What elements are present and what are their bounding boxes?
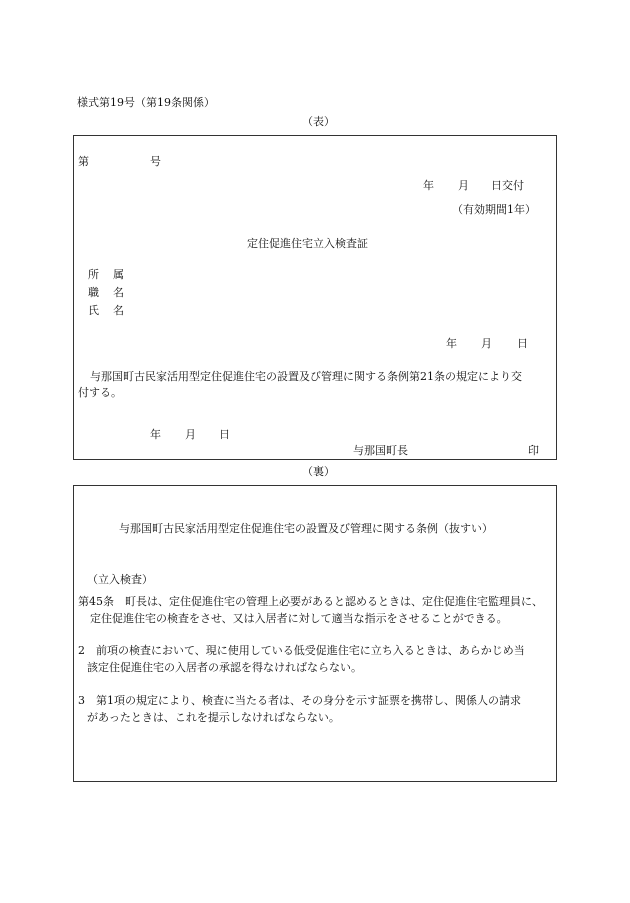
ordinance-title: 与那国町古民家活用型定住促進住宅の設置及び管理に関する条例（抜すい） [119, 522, 493, 535]
seal-mark: 印 [528, 444, 539, 457]
article45-line-2: 定住促進住宅の検査をさせ、又は入居者に対して適当な指示をさせることができる。 [90, 612, 508, 625]
validity-period: （有効期間1年） [452, 203, 536, 216]
date3-year: 年 [150, 428, 161, 441]
date2-month: 月 [481, 337, 492, 350]
form-number: 様式第19号（第19条関係） [77, 96, 215, 109]
position-label-1: 職 [88, 286, 99, 299]
section-heading: （立入検査） [87, 573, 153, 586]
paragraph2-line-1: 2 前項の検査において、現に使用している低受促進住宅に立ち入るときは、あらかじめ当 [78, 644, 525, 657]
statement-line-1: 与那国町古民家活用型定住促進住宅の設置及び管理に関する条例第21条の規定により交 [90, 370, 522, 383]
number-dai: 第 [78, 155, 89, 168]
statement-line-2: 付する。 [78, 386, 122, 399]
front-card [73, 135, 557, 460]
issuer-name: 与那国町長 [353, 444, 408, 457]
number-go: 号 [150, 155, 161, 168]
article45-line-1: 第45条 町長は、定住促進住宅の管理上必要があると認めるときは、定住促進住宅監理員に、 [78, 595, 543, 608]
date2-year: 年 [446, 337, 457, 350]
paragraph2-line-2: 該定住促進住宅の入居者の承認を得なければならない。 [87, 661, 362, 674]
issue-day: 日交付 [491, 179, 524, 192]
issue-year: 年 [423, 179, 434, 192]
back-label: （裏） [302, 465, 335, 478]
front-label: （表） [302, 115, 335, 128]
affiliation-label-2: 属 [113, 268, 124, 281]
position-label-2: 名 [113, 286, 124, 299]
certificate-title: 定住促進住宅立入検査証 [247, 237, 368, 250]
name-label-1: 氏 [88, 304, 99, 317]
name-label-2: 名 [113, 304, 124, 317]
date3-month: 月 [185, 428, 196, 441]
date2-day: 日 [517, 337, 528, 350]
issue-month: 月 [458, 179, 469, 192]
affiliation-label-1: 所 [88, 268, 99, 281]
paragraph3-line-2: があったときは、これを提示しなければならない。 [87, 711, 340, 724]
paragraph3-line-1: 3 第1項の規定により、検査に当たる者は、その身分を示す証票を携帯し、関係人の請求 [78, 694, 521, 707]
date3-day: 日 [219, 428, 230, 441]
